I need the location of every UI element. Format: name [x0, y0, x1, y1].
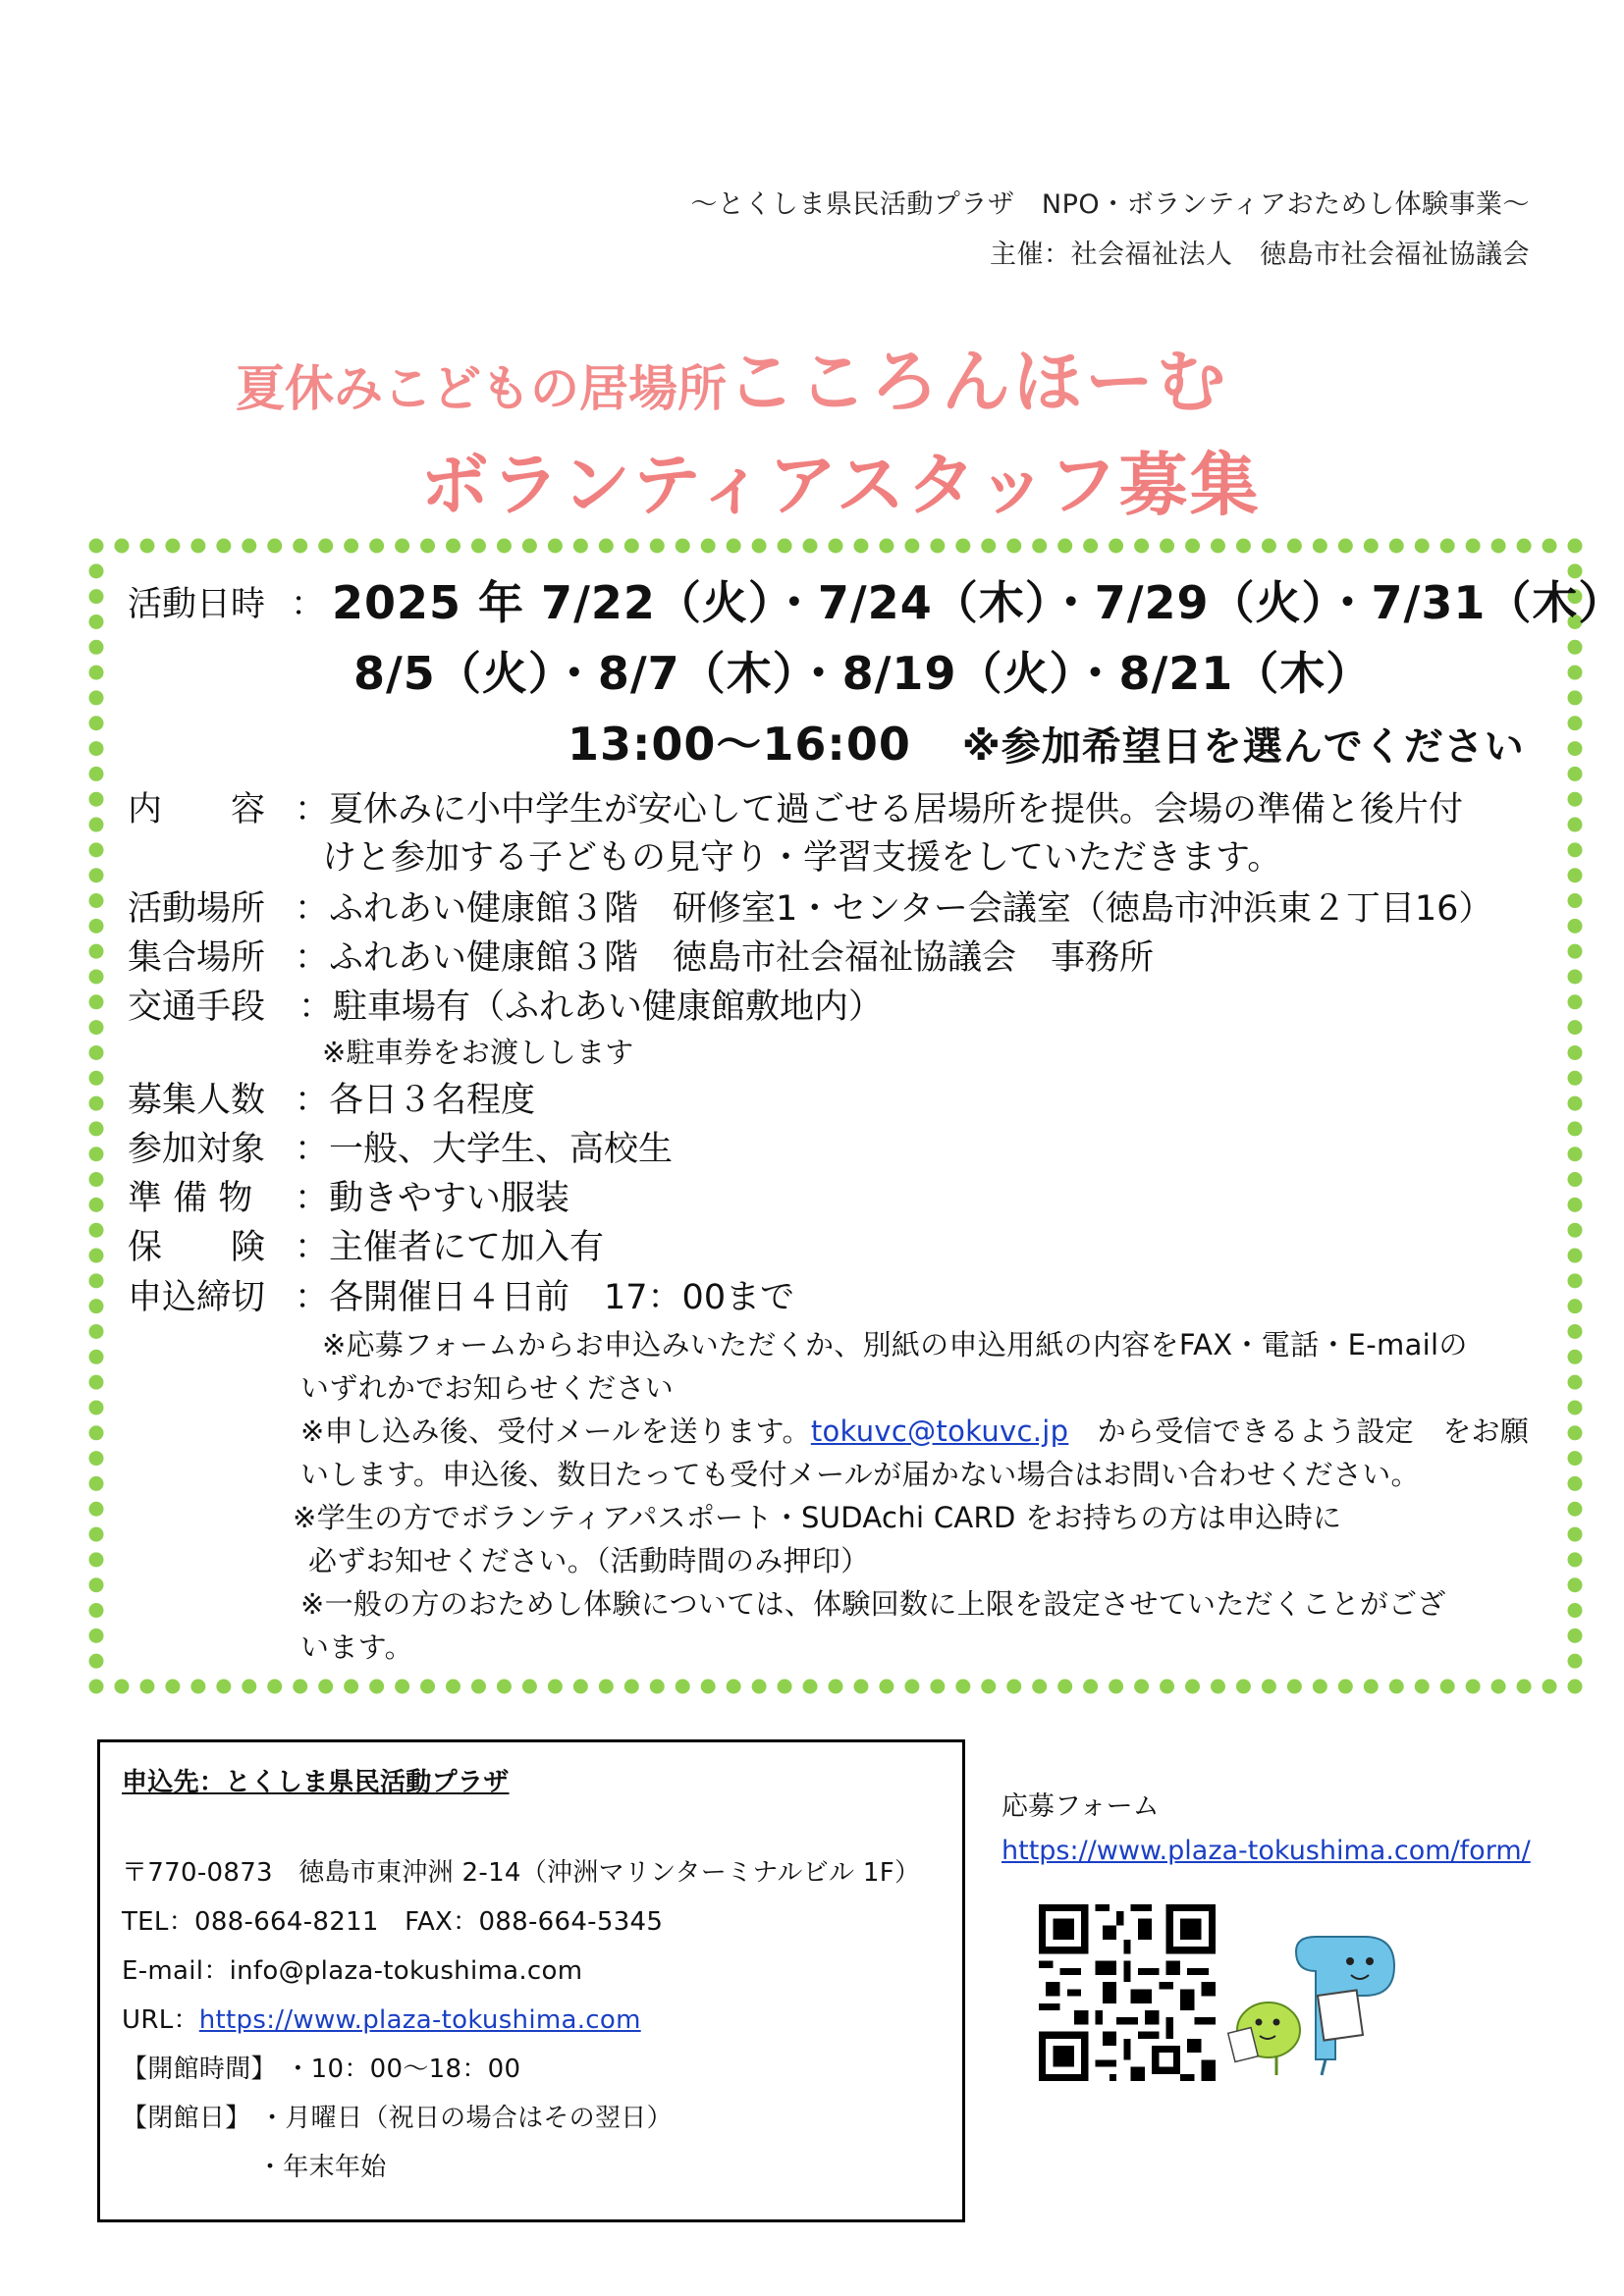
frame-dot	[216, 1680, 231, 1694]
frame-dot	[1568, 1223, 1583, 1238]
target-value: ：一般、大学生、高校生	[295, 1130, 674, 1169]
frame-dot	[89, 1476, 104, 1491]
note-2a: ※申し込み後、受付メールを送ります。tokuvc@tokuvc.jp から受信できるよう設定 をお願	[300, 1415, 1530, 1448]
frame-dot	[293, 1680, 307, 1694]
frame-dot	[139, 1680, 154, 1694]
frame-dot	[139, 539, 154, 554]
frame-dot	[930, 539, 945, 554]
frame-dot	[1568, 1375, 1583, 1390]
frame-dot	[829, 1680, 843, 1694]
frame-dot	[420, 1680, 435, 1694]
frame-dot	[1313, 1680, 1327, 1694]
frame-dot	[89, 614, 104, 629]
content-label: 内 容	[128, 790, 266, 829]
count-label: 募集人数	[128, 1081, 266, 1120]
frame-dot	[89, 1324, 104, 1339]
frame-dot	[89, 944, 104, 959]
frame-dot	[89, 1603, 104, 1618]
frame-dot	[1568, 1502, 1583, 1517]
note-3b: 必ずお知せください。（活動時間のみ押印）	[308, 1544, 870, 1577]
frame-dot	[879, 539, 893, 554]
meeting-label: 集合場所	[128, 938, 266, 978]
frame-dot	[904, 1680, 919, 1694]
frame-dot	[1568, 1273, 1583, 1288]
frame-dot	[981, 1680, 996, 1694]
frame-dot	[89, 589, 104, 604]
frame-dot	[114, 539, 129, 554]
frame-dot	[1568, 1096, 1583, 1111]
frame-dot	[829, 539, 843, 554]
frame-dot	[190, 1680, 205, 1694]
frame-dot	[1543, 539, 1557, 554]
frame-dot	[1389, 1680, 1404, 1694]
note-2b: いします。申込後、数日たっても受付メールが届かない場合はお問い合わせください。	[300, 1458, 1420, 1491]
frame-dot	[752, 539, 767, 554]
frame-dot	[420, 539, 435, 554]
frame-dot	[1006, 539, 1021, 554]
frame-dot	[369, 1680, 384, 1694]
frame-dot	[1568, 919, 1583, 934]
frame-dot	[1568, 640, 1583, 655]
frame-dot	[1491, 539, 1506, 554]
count-value: ：各日３名程度	[295, 1081, 536, 1120]
frame-dot	[89, 1654, 104, 1669]
insurance-label: 保 険	[128, 1228, 266, 1267]
frame-dot	[89, 690, 104, 705]
frame-dot	[89, 1121, 104, 1136]
frame-dot	[1568, 1198, 1583, 1212]
frame-dot	[1568, 1680, 1583, 1694]
frame-dot	[1568, 1121, 1583, 1136]
frame-dot	[1134, 539, 1149, 554]
frame-dot	[1568, 994, 1583, 1009]
frame-dot	[89, 994, 104, 1009]
frame-dot	[1236, 1680, 1251, 1694]
form-url-link[interactable]: https://www.plaza-tokushima.com/form/	[1001, 1836, 1531, 1866]
frame-dot	[803, 539, 818, 554]
frame-dot	[853, 1680, 868, 1694]
meeting-value: ：ふれあい健康館３階 徳島市社会福祉協議会 事務所	[295, 938, 1155, 978]
frame-dot	[1466, 539, 1481, 554]
frame-dot	[1568, 1299, 1583, 1313]
contact-title: 申込先：とくしま県民活動プラザ	[122, 1768, 510, 1797]
frame-dot	[1568, 1476, 1583, 1491]
frame-dot	[89, 842, 104, 857]
frame-dot	[1389, 539, 1404, 554]
frame-dot	[89, 1375, 104, 1390]
frame-dot	[599, 539, 614, 554]
note-1b: いずれかでお知らせください	[300, 1371, 675, 1405]
frame-dot	[89, 1451, 104, 1466]
target-label: 参加対象	[128, 1130, 266, 1169]
frame-dot	[1568, 716, 1583, 730]
frame-dot	[1236, 539, 1251, 554]
frame-dot	[1568, 1629, 1583, 1643]
frame-dot	[89, 563, 104, 578]
frame-dot	[930, 1680, 945, 1694]
frame-dot	[1568, 741, 1583, 756]
frame-dot	[522, 1680, 537, 1694]
frame-dot	[190, 539, 205, 554]
frame-dot	[89, 539, 104, 554]
frame-dot	[1568, 1071, 1583, 1086]
page-subtitle: ボランティアスタッフ募集	[420, 445, 1261, 525]
frame-dot	[1032, 1680, 1047, 1694]
frame-dot	[650, 1680, 665, 1694]
frame-dot	[1568, 842, 1583, 857]
frame-dot	[1364, 1680, 1379, 1694]
contact-hours: 【開館時間】 ・10：00～18：00	[122, 2055, 521, 2084]
frame-dot	[1185, 1680, 1200, 1694]
frame-dot	[904, 539, 919, 554]
frame-dot	[879, 1680, 893, 1694]
frame-dot	[955, 1680, 970, 1694]
frame-dot	[89, 1552, 104, 1567]
frame-dot	[1160, 1680, 1174, 1694]
frame-dot	[267, 539, 282, 554]
frame-dot	[1287, 539, 1302, 554]
frame-dot	[1083, 1680, 1098, 1694]
frame-dot	[1568, 969, 1583, 984]
frame-dot	[318, 539, 333, 554]
frame-dot	[981, 539, 996, 554]
frame-dot	[1440, 539, 1455, 554]
frame-dot	[650, 539, 665, 554]
frame-dot	[1568, 818, 1583, 832]
frame-dot	[89, 1045, 104, 1060]
frame-dot	[1568, 767, 1583, 781]
frame-dot	[1568, 1577, 1583, 1592]
frame-dot	[89, 1680, 104, 1694]
frame-dot	[1109, 1680, 1123, 1694]
frame-dot	[344, 539, 358, 554]
schedule-label: 活動日時 ：	[128, 585, 326, 624]
frame-dot	[89, 1223, 104, 1238]
frame-dot	[1364, 539, 1379, 554]
frame-dot	[1415, 1680, 1430, 1694]
frame-dot	[89, 1020, 104, 1035]
contact-url-link[interactable]: https://www.plaza-tokushima.com	[198, 2005, 641, 2035]
frame-dot	[89, 1350, 104, 1364]
frame-dot	[114, 1680, 129, 1694]
qr-code[interactable]	[1039, 1904, 1216, 2081]
frame-dot	[89, 969, 104, 984]
frame-dot	[89, 919, 104, 934]
schedule-dates-2: 8/5（火）・8/7（木）・8/19（火）・8/21（木）	[353, 647, 1373, 700]
frame-dot	[1543, 1680, 1557, 1694]
deadline-label: 申込締切	[128, 1278, 266, 1317]
frame-dot	[1083, 539, 1098, 554]
frame-dot	[1491, 1680, 1506, 1694]
frame-dot	[1568, 893, 1583, 908]
frame-dot	[1262, 1680, 1276, 1694]
transport-label: 交通手段	[128, 988, 266, 1027]
frame-dot	[1568, 666, 1583, 680]
contact-tel-fax: TEL：088-664-8211 FAX：088-664-5345	[122, 1907, 664, 1937]
frame-dot	[1313, 539, 1327, 554]
frame-dot	[1057, 539, 1072, 554]
frame-dot	[1109, 539, 1123, 554]
contact-email-link[interactable]: tokuvc@tokuvc.jp	[810, 1415, 1069, 1448]
content-value-1: ：夏休みに小中学生が安心して過ごせる居場所を提供。会場の準備と後片付	[295, 790, 1464, 829]
frame-dot	[89, 893, 104, 908]
frame-dot	[1006, 1680, 1021, 1694]
frame-dot	[446, 1680, 460, 1694]
frame-dot	[89, 1527, 104, 1542]
place-value: ：ふれあい健康館３階 研修室1・センター会議室（徳島市沖浜東２丁目16）	[295, 889, 1493, 929]
contact-closed-2: ・年末年始	[257, 2153, 387, 2182]
frame-dot	[573, 1680, 588, 1694]
frame-dot	[624, 539, 639, 554]
frame-dot	[752, 1680, 767, 1694]
frame-dot	[1466, 1680, 1481, 1694]
frame-dot	[89, 818, 104, 832]
frame-dot	[89, 1425, 104, 1440]
frame-dot	[89, 1249, 104, 1263]
frame-dot	[548, 1680, 563, 1694]
frame-dot	[853, 539, 868, 554]
frame-dot	[1568, 690, 1583, 705]
frame-dot	[624, 1680, 639, 1694]
frame-dot	[1568, 1324, 1583, 1339]
contact-address: 〒770-0873 徳島市東沖洲 2-14（沖洲マリンターミナルビル 1F）	[122, 1858, 921, 1888]
note-4b: います。	[300, 1630, 413, 1664]
frame-dot	[1568, 1249, 1583, 1263]
schedule-dates-1: 2025 年 7/22（火）・7/24（木）・7/29（火）・7/31（木）	[332, 576, 1624, 629]
frame-dot	[1568, 1400, 1583, 1415]
frame-dot	[1134, 1680, 1149, 1694]
frame-dot	[1568, 1045, 1583, 1060]
frame-dot	[727, 539, 741, 554]
note-1a: ※応募フォームからお申込みいただくか、別紙の申込用紙の内容をFAX・電話・E-mailの	[322, 1328, 1468, 1362]
prep-label: 準 備 物	[128, 1179, 253, 1218]
frame-dot	[1032, 539, 1047, 554]
frame-dot	[165, 539, 180, 554]
frame-dot	[1185, 539, 1200, 554]
contact-box	[97, 1739, 965, 2222]
frame-dot	[1568, 539, 1583, 554]
contact-closed-1: 【閉館日】 ・月曜日（祝日の場合はその翌日）	[122, 2104, 673, 2133]
frame-dot	[1517, 539, 1532, 554]
frame-dot	[89, 1096, 104, 1111]
frame-dot	[1517, 1680, 1532, 1694]
prep-value: ：動きやすい服装	[295, 1179, 570, 1218]
frame-dot	[676, 1680, 690, 1694]
frame-dot	[1568, 868, 1583, 882]
frame-dot	[778, 1680, 792, 1694]
frame-dot	[1568, 1654, 1583, 1669]
frame-dot	[955, 539, 970, 554]
transport-value: ：駐車場有（ふれあい健康館敷地内）	[298, 988, 884, 1027]
frame-dot	[497, 539, 512, 554]
frame-dot	[727, 1680, 741, 1694]
frame-dot	[676, 539, 690, 554]
frame-dot	[471, 539, 486, 554]
frame-dot	[778, 539, 792, 554]
frame-dot	[89, 1273, 104, 1288]
transport-note: ※駐車券をお渡しします	[322, 1036, 634, 1069]
frame-dot	[293, 539, 307, 554]
frame-dot	[165, 1680, 180, 1694]
frame-dot	[89, 1502, 104, 1517]
contact-url: URL：https://www.plaza-tokushima.com	[122, 2005, 641, 2035]
note-4a: ※一般の方のおためし体験については、体験回数に上限を設定させていただくことがござ	[300, 1587, 1446, 1621]
frame-dot	[216, 539, 231, 554]
frame-dot	[1568, 1172, 1583, 1187]
frame-dot	[1568, 1425, 1583, 1440]
frame-dot	[89, 1400, 104, 1415]
frame-dot	[242, 1680, 256, 1694]
frame-dot	[548, 539, 563, 554]
frame-dot	[1160, 539, 1174, 554]
title-name: こころんほーむ	[727, 342, 1228, 422]
frame-dot	[1057, 1680, 1072, 1694]
frame-dot	[395, 539, 409, 554]
frame-dot	[1568, 1552, 1583, 1567]
frame-dot	[1568, 1350, 1583, 1364]
frame-dot	[89, 1172, 104, 1187]
frame-dot	[1211, 539, 1225, 554]
frame-dot	[1415, 539, 1430, 554]
frame-dot	[242, 539, 256, 554]
frame-dot	[369, 539, 384, 554]
frame-dot	[471, 1680, 486, 1694]
header-line-1: ～とくしま県民活動プラザ NPO・ボランティアおためし体験事業～	[690, 189, 1530, 220]
form-label: 応募フォーム	[1001, 1791, 1160, 1822]
frame-dot	[1568, 1603, 1583, 1618]
frame-dot	[446, 539, 460, 554]
note-3a: ※学生の方でボランティアパスポート・SUDAchi CARD をお持ちの方は申込時に	[293, 1501, 1342, 1534]
deadline-value: ：各開催日４日前 17：00まで	[295, 1278, 795, 1317]
frame-dot	[89, 767, 104, 781]
frame-dot	[701, 539, 716, 554]
frame-dot	[701, 1680, 716, 1694]
frame-dot	[89, 792, 104, 807]
frame-dot	[803, 1680, 818, 1694]
frame-dot	[89, 666, 104, 680]
contact-email: E-mail：info@plaza-tokushima.com	[122, 1956, 583, 1986]
frame-dot	[89, 1299, 104, 1313]
place-label: 活動場所	[128, 889, 266, 929]
frame-dot	[267, 1680, 282, 1694]
frame-dot	[1568, 1020, 1583, 1035]
insurance-value: ：主催者にて加入有	[295, 1228, 605, 1267]
frame-dot	[1287, 1680, 1302, 1694]
frame-dot	[1262, 539, 1276, 554]
frame-dot	[89, 868, 104, 882]
title-prefix: 夏休みこどもの居場所	[236, 360, 727, 417]
frame-dot	[1338, 1680, 1353, 1694]
frame-dot	[599, 1680, 614, 1694]
frame-dot	[89, 1577, 104, 1592]
frame-dot	[573, 539, 588, 554]
frame-dot	[497, 1680, 512, 1694]
frame-dot	[318, 1680, 333, 1694]
frame-dot	[1568, 792, 1583, 807]
frame-dot	[1568, 1527, 1583, 1542]
frame-dot	[1211, 1680, 1225, 1694]
frame-dot	[89, 741, 104, 756]
header-organizer: 主催：社会福祉法人 徳島市社会福祉協議会	[990, 240, 1530, 270]
frame-dot	[89, 1198, 104, 1212]
schedule-time-value: 13:00～16:00	[568, 718, 911, 771]
frame-dot	[344, 1680, 358, 1694]
mascot-illustration	[1227, 1932, 1404, 2079]
frame-dot	[522, 539, 537, 554]
frame-dot	[1568, 1451, 1583, 1466]
frame-dot	[89, 640, 104, 655]
frame-dot	[89, 1147, 104, 1161]
frame-dot	[1568, 1147, 1583, 1161]
schedule-time	[568, 709, 1525, 774]
content-value-2: けと参加する子どもの見守り・学習支援をしていただきます。	[322, 838, 1282, 878]
frame-dot	[89, 1629, 104, 1643]
frame-dot	[1338, 539, 1353, 554]
frame-dot	[89, 716, 104, 730]
frame-dot	[89, 1071, 104, 1086]
frame-dot	[395, 1680, 409, 1694]
schedule-note: ※参加希望日を選んでください	[961, 724, 1525, 770]
frame-dot	[1440, 1680, 1455, 1694]
frame-dot	[1568, 944, 1583, 959]
